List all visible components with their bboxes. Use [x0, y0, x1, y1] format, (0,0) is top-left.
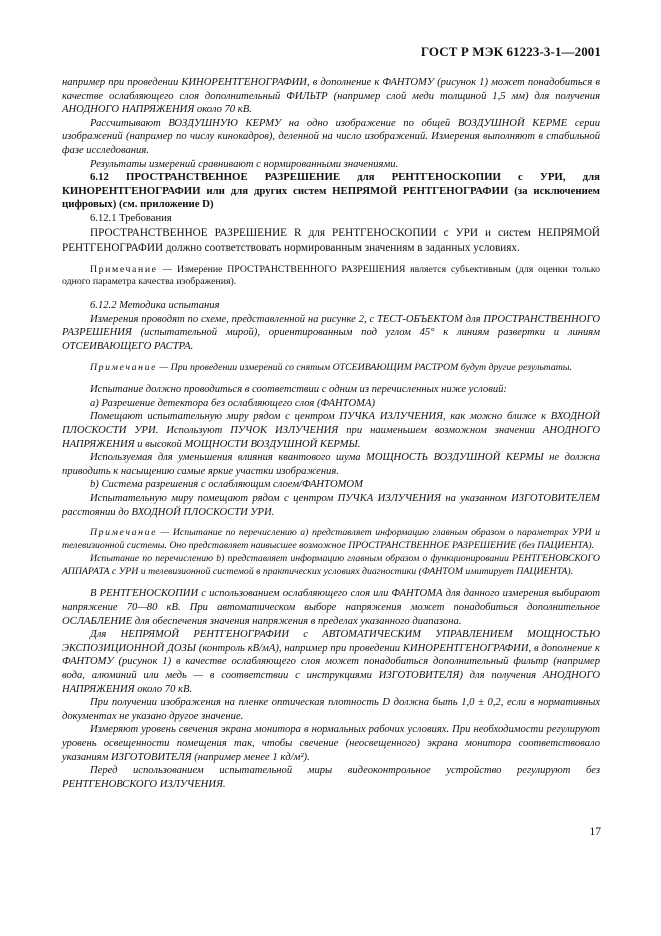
- document-header: ГОСТ Р МЭК 61223-3-1—2001: [420, 44, 601, 59]
- paragraph-optical-density: При получении изображения на пленке оптическая плотность D должна быть 1,0 ± 0,2, если в нормативных документах не указано другое значение.: [62, 697, 600, 722]
- page-body: [62, 40, 600, 791]
- note-1: [62, 264, 600, 290]
- note-3-continuation: Испытание по перечислению b) представляет информацию главным образом о функционировании РЕНТГЕНОВСКОГО АППАРАТА с УРИ и телевизионной системой в практических условиях диагностики (ФАНТОМ имитирует ПАЦИЕНТА).: [62, 552, 600, 577]
- paragraph-indirect-radiography: Для НЕПРЯМОЙ РЕНТГЕНОГРАФИИ с АВТОМАТИЧЕСКИМ УПРАВЛЕНИЕМ МОЩНОСТЬЮ ЭКСПОЗИЦИОННОЙ ДОЗЫ (контроль кВ/мА), например при проведении КИНОРЕНТГЕНОГРАФИИ, в дополнение к ФАНТОМУ (рисунок 1) в качестве ослабляющего слоя может понадобиться дополнительный фильтр (например вода, алюминий или медь — в соответствии с инструкциями ИЗГОТОВИТЕЛЯ) для получения АНОДНОГО НАПРЯЖЕНИЯ около 70 кВ.: [62, 629, 600, 695]
- paragraph-results: Результаты измерений сравнивают с нормированными значениями.: [90, 158, 399, 170]
- paragraph-condition-a-2: Используемая для уменьшения влияния квантового шума МОЩНОСТЬ ВОЗДУШНОЙ КЕРМЫ не должна приводить к насыщению самые яркие участки изображения.: [62, 452, 600, 477]
- paragraph-conditions-intro: Испытание должно проводиться в соответствии с одним из перечисленных ниже условий:: [90, 384, 507, 396]
- section-heading-6-12: 6.12 ПРОСТРАНСТВЕННОЕ РАЗРЕШЕНИЕ для РЕНТГЕНОСКОПИИ с УРИ, для КИНОРЕНТГЕНОГРАФИИ или для других систем НЕПРЯМОЙ РЕНТГЕНОГРАФИИ (за исключением цифровых) (см. приложение D): [62, 171, 600, 211]
- subsection-heading-6-12-1: 6.12.1 Требования: [90, 212, 172, 224]
- condition-b-heading: b) Система разрешения с ослабляющим слоем/ФАНТОМОМ: [90, 479, 363, 491]
- paragraph-method: Измерения проводят по схеме, представленной на рисунке 2, с ТЕСТ-ОБЪЕКТОМ для ПРОСТРАНСТВЕННОГО РАЗРЕШЕНИЯ (испытательной мирой), ориентированным под углом 45° к линиям развертки и линиям ОТСЕИВАЮЩЕГО РАСТРА.: [62, 313, 600, 352]
- paragraph-fluoroscopy: В РЕНТГЕНОСКОПИИ с использованием ослабляющего слоя или ФАНТОМА для данного измерения выбирают напряжение 70—80 кВ. При автоматическом выборе напряжения может понадобиться дополнительное ОСЛАБЛЕНИЕ для обеспечения значения напряжения в пределах указанного диапазона.: [62, 588, 600, 627]
- note-3-label: Примечание: [90, 527, 158, 539]
- note-3-text: — Испытание по перечислению a) представляет информацию главным образом о параметрах УРИ и телевизионной системы. Оно представляет наивысшее возможное ПРОСТРАНСТВЕННОЕ РАЗРЕШЕНИЕ (без ПАЦИЕНТА).: [62, 527, 600, 552]
- paragraph-video-monitor: Перед использованием испытательной миры видеоконтрольное устройство регулируют без РЕНТГЕНОВСКОГО ИЗЛУЧЕНИЯ.: [62, 765, 600, 790]
- paragraph-air-kerma: Рассчитывают ВОЗДУШНУЮ КЕРМУ на одно изображение по общей ВОЗДУШНОЙ КЕРМЕ серии изображений (например по числу кинокадров), деленной на число изображений. Измерения выполняют в стабильной фазе исследования.: [62, 117, 600, 156]
- paragraph-condition-a-1: Помещают испытательную миру рядом с центром ПУЧКА ИЗЛУЧЕНИЯ, как можно ближе к ВХОДНОЙ ПЛОСКОСТИ УРИ. Используют ПУЧОК ИЗЛУЧЕНИЯ при наименьшем возможном значении АНОДНОГО НАПРЯЖЕНИЯ и высокой МОЩНОСТИ ВОЗДУШНОЙ КЕРМЫ.: [62, 411, 600, 450]
- paragraph-monitor: Измеряют уровень свечения экрана монитора в нормальных рабочих условиях. При необходимости регулируют уровень освещенности помещения так, чтобы свечение (неосвещенного) экрана монитора соответствовало указаниям ИЗГОТОВИТЕЛЯ (например менее 1 кд/м²).: [62, 724, 600, 763]
- note-2-text: — При проведении измерений со снятым ОТСЕИВАЮЩИМ РАСТРОМ будут другие результаты.: [157, 361, 572, 373]
- subsection-heading-6-12-2: 6.12.2 Методика испытания: [90, 300, 220, 312]
- note-1-text: — Измерение ПРОСТРАНСТВЕННОГО РАЗРЕШЕНИЯ является субъективным (для оценки только одного параметра качества изображения).: [62, 263, 600, 288]
- page-number: 17: [589, 826, 601, 838]
- paragraph-condition-b: Испытательную миру помещают рядом с центром ПУЧКА ИЗЛУЧЕНИЯ на указанном ИЗГОТОВИТЕЛЕМ расстоянии до ВХОДНОЙ ПЛОСКОСТИ УРИ.: [62, 493, 600, 518]
- note-3: [62, 527, 600, 553]
- note-2: [62, 362, 600, 375]
- paragraph-requirements: ПРОСТРАНСТВЕННОЕ РАЗРЕШЕНИЕ R для РЕНТГЕНОСКОПИИ с УРИ и систем НЕПРЯМОЙ РЕНТГЕНОГРАФИИ должно соответствовать нормированным значениям в заданных условиях.: [62, 226, 600, 254]
- paragraph-filter: например при проведении КИНОРЕНТГЕНОГРАФИИ, в дополнение к ФАНТОМУ (рисунок 1) может понадобиться в качестве ослабляющего слоя дополнительный ФИЛЬТР (например слой меди толщиной 1,5 мм) для получения АНОДНОГО НАПРЯЖЕНИЯ около 70 кВ.: [62, 77, 600, 116]
- note-2-label: Примечание: [90, 361, 158, 373]
- condition-a-heading: a) Разрешение детектора без ослабляющего слоя (ФАНТОМА): [90, 397, 376, 409]
- note-1-label: Примечание: [90, 263, 158, 275]
